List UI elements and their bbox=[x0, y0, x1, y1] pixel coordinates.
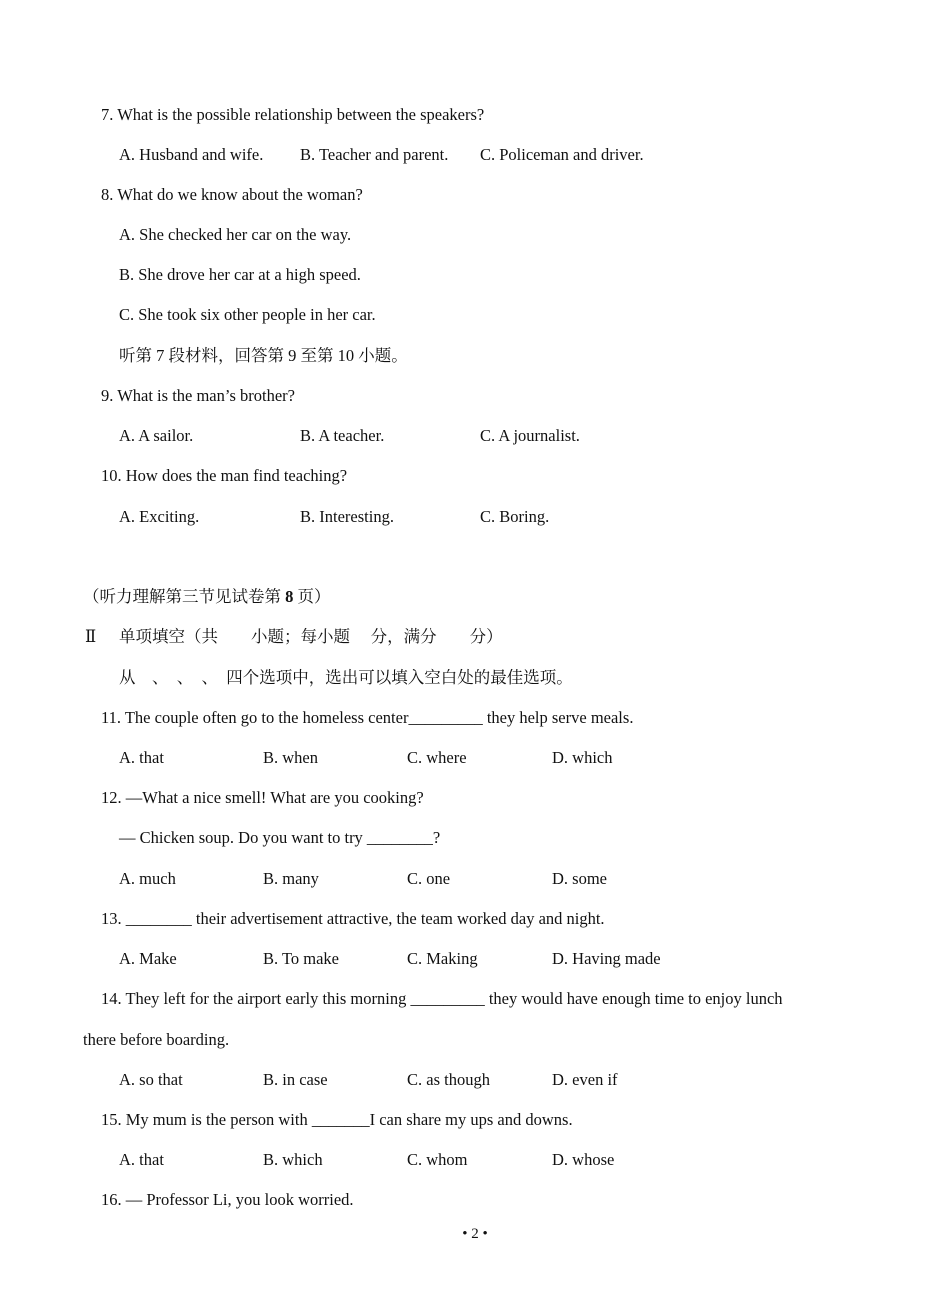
question-8-option-b: B. She drove her car at a high speed. bbox=[119, 265, 361, 284]
question-12-stem: 12. —What a nice smell! What are you cooking? bbox=[101, 788, 424, 807]
question-14-option-b: B. in case bbox=[263, 1070, 328, 1089]
question-12-option-a: A. much bbox=[119, 869, 176, 888]
question-15-option-b: B. which bbox=[263, 1150, 323, 1169]
question-12-option-c: C. one bbox=[407, 869, 451, 888]
question-9-option-b: B. A teacher. bbox=[300, 426, 385, 445]
question-12-option-b: B. many bbox=[263, 869, 319, 888]
question-16-stem: 16. — Professor Li, you look worried. bbox=[101, 1190, 354, 1209]
question-8-stem: 8. What do we know about the woman? bbox=[101, 185, 363, 204]
listening-note-prefix: （听力理解第三节见试卷第 bbox=[83, 587, 286, 606]
question-15-stem: 15. My mum is the person with _______I can share my ups and downs. bbox=[101, 1110, 573, 1129]
question-14-stem-continued: there before boarding. bbox=[83, 1030, 230, 1049]
question-15-option-a: A. that bbox=[119, 1150, 164, 1169]
question-10-option-a: A. Exciting. bbox=[119, 507, 200, 526]
question-14-stem: 14. They left for the airport early this morning _________ they would have enough time to enjoy lunch bbox=[101, 989, 783, 1008]
part-2-instruction: 从 、 、 、 四个选项中，选出可以填入空白处的最佳选项。 bbox=[119, 668, 573, 687]
question-7-option-b: B. Teacher and parent. bbox=[300, 145, 449, 164]
question-12-option-d: D. some bbox=[552, 869, 607, 888]
question-14-option-a: A. so that bbox=[119, 1070, 183, 1089]
question-11-option-a: A. that bbox=[119, 748, 164, 767]
question-11-option-d: D. which bbox=[552, 748, 613, 767]
question-15-option-c: C. whom bbox=[407, 1150, 468, 1169]
listening-note-suffix: 页） bbox=[293, 587, 331, 606]
listening-note-page: 8 bbox=[285, 587, 294, 606]
listening-section-note bbox=[83, 587, 331, 607]
question-15-option-d: D. whose bbox=[552, 1150, 615, 1169]
question-7-option-c: C. Policeman and driver. bbox=[480, 145, 644, 164]
part-2-numeral: Ⅱ bbox=[85, 627, 97, 646]
question-10-option-c: C. Boring. bbox=[480, 507, 550, 526]
part-2-title: 单项填空（共 小题；每小题 分，满分 分） bbox=[119, 627, 503, 646]
question-10-stem: 10. How does the man find teaching? bbox=[101, 466, 348, 485]
question-8-option-c: C. She took six other people in her car. bbox=[119, 305, 376, 324]
question-10-option-b: B. Interesting. bbox=[300, 507, 394, 526]
question-13-option-c: C. Making bbox=[407, 949, 478, 968]
question-8-option-a: A. She checked her car on the way. bbox=[119, 225, 352, 244]
question-9-option-c: C. A journalist. bbox=[480, 426, 580, 445]
question-13-stem: 13. ________ their advertisement attractive, the team worked day and night. bbox=[101, 909, 605, 928]
question-14-option-d: D. even if bbox=[552, 1070, 618, 1089]
question-9-stem: 9. What is the man’s brother? bbox=[101, 386, 295, 405]
question-9-option-a: A. A sailor. bbox=[119, 426, 194, 445]
question-14-option-c: C. as though bbox=[407, 1070, 490, 1089]
question-7-option-a: A. Husband and wife. bbox=[119, 145, 264, 164]
question-12-reply: — Chicken soup. Do you want to try ________? bbox=[119, 828, 441, 847]
question-11-stem: 11. The couple often go to the homeless center_________ they help serve meals. bbox=[101, 708, 634, 727]
question-13-option-a: A. Make bbox=[119, 949, 177, 968]
question-7-stem: 7. What is the possible relationship between the speakers? bbox=[101, 105, 485, 124]
question-13-option-d: D. Having made bbox=[552, 949, 661, 968]
question-13-option-b: B. To make bbox=[263, 949, 339, 968]
section-7-instruction: 听第 7 段材料，回答第 9 至第 10 小题。 bbox=[119, 346, 408, 365]
page-number: • 2 • bbox=[462, 1226, 488, 1242]
question-11-option-c: C. where bbox=[407, 748, 467, 767]
question-11-option-b: B. when bbox=[263, 748, 318, 767]
